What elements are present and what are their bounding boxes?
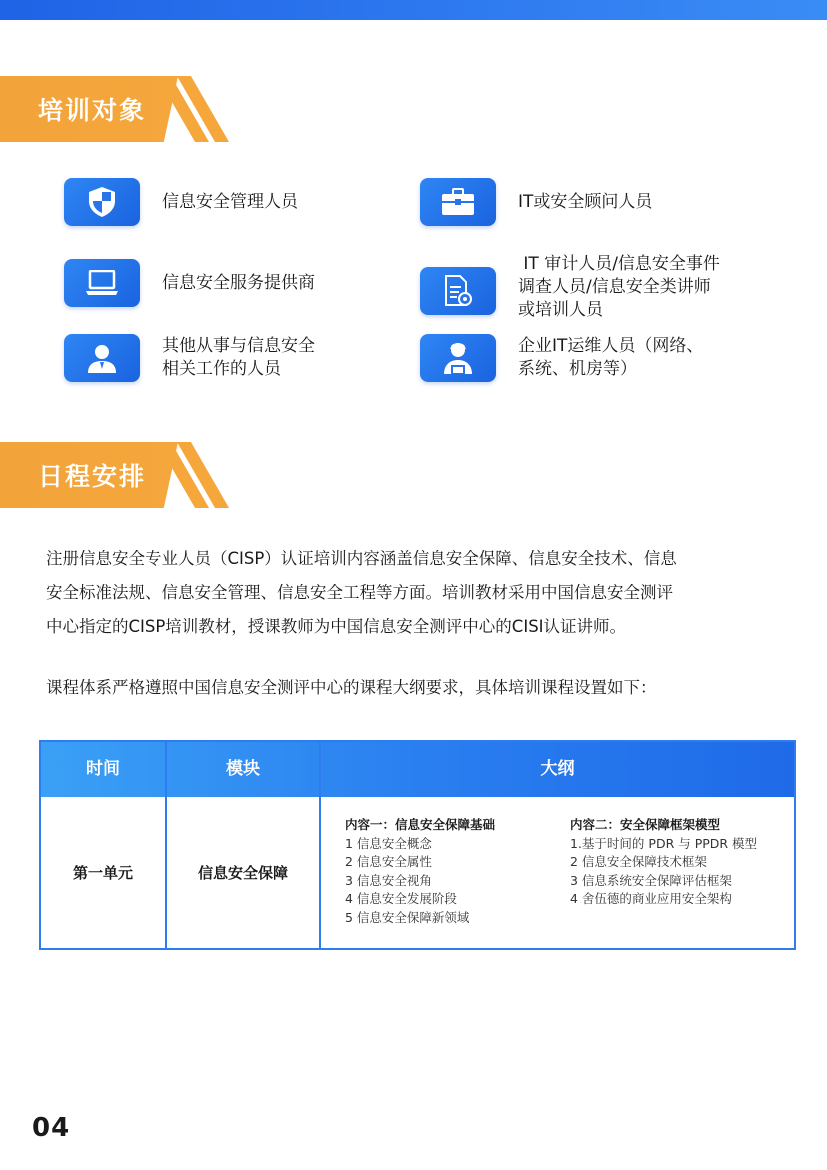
audience-item [420, 334, 703, 382]
outline-item: 1.基于时间的 PDR 与 PPDR 模型 [570, 835, 758, 851]
outline-right [570, 816, 757, 909]
paragraph-line: 注册信息安全专业人员（CISP）认证培训内容涵盖信息安全保障、信息安全技术、信息 [46, 549, 677, 568]
outline-title: 内容二：安全保障框架模型 [570, 817, 721, 832]
worker-laptop-icon [420, 334, 496, 382]
cell-time: 第一单元 [72, 864, 133, 882]
audience-line: 相关工作的人员 [162, 359, 281, 379]
column-divider [319, 742, 321, 948]
outline-item: 2 信息安全属性 [345, 854, 432, 869]
paragraph-line: 课程体系严格遵照中国信息安全测评中心的课程大纲要求，具体培训课程设置如下： [46, 678, 657, 697]
outline-item: 4 舍伍德的商业应用安全架构 [570, 891, 732, 906]
audience-label [518, 253, 720, 322]
audience-label [162, 335, 315, 381]
page-number: 04 [32, 1113, 71, 1143]
header-module: 模块 [226, 759, 260, 779]
outline-item: 1 信息安全概念 [345, 835, 432, 851]
outline-title: 内容一：信息安全保障基础 [345, 817, 496, 832]
header-time: 时间 [86, 759, 120, 779]
outline-item: 5 信息安全保障新领域 [345, 909, 470, 925]
audience-item [420, 254, 720, 322]
section-header-audience [0, 76, 240, 142]
outline-item: 3 信息安全视角 [345, 872, 432, 888]
audience-label [162, 272, 315, 295]
laptop-icon [64, 259, 140, 307]
audience-line: 调查人员/信息安全类讲师 [518, 277, 711, 297]
section-title: 日程安排 [38, 462, 147, 491]
audience-item [64, 259, 315, 307]
outline-item: 3 信息系统安全保障评估框架 [570, 872, 732, 888]
paragraph-line: 安全标准法规、信息安全管理、信息安全工程等方面。培训教材采用中国信息安全测评 [46, 583, 673, 602]
document-gear-icon [420, 267, 496, 315]
briefcase-icon [420, 178, 496, 226]
audience-line: 系统、机房等） [518, 359, 637, 379]
audience-line: 信息安全管理人员 [162, 191, 298, 212]
outline-item: 4 信息安全发展阶段 [345, 891, 457, 906]
section-header-schedule [0, 442, 240, 508]
person-icon [64, 334, 140, 382]
audience-line: 信息安全服务提供商 [162, 272, 315, 293]
audience-item [420, 178, 652, 226]
paragraph-line: 中心指定的CISP培训教材，授课教师为中国信息安全测评中心的CISI认证讲师。 [46, 617, 627, 636]
course-table [39, 740, 796, 950]
course-note [46, 671, 786, 705]
audience-item [64, 178, 298, 226]
section-title: 培训对象 [38, 96, 147, 125]
audience-label [518, 191, 652, 214]
header-outline: 大纲 [540, 759, 575, 779]
audience-line: 其他从事与信息安全 [162, 336, 315, 356]
top-accent-bar [0, 0, 827, 20]
audience-line: 或培训人员 [518, 300, 603, 320]
audience-item [64, 334, 315, 382]
audience-line: 企业IT运维人员（网络、 [518, 336, 704, 356]
audience-label [518, 335, 703, 381]
shield-icon [64, 178, 140, 226]
audience-label [162, 191, 298, 214]
cell-module: 信息安全保障 [197, 864, 288, 882]
audience-line: IT或安全顾问人员 [518, 191, 653, 212]
outline-left [345, 816, 495, 927]
outline-item: 2 信息安全保障技术框架 [570, 854, 707, 869]
audience-line: IT 审计人员/信息安全事件 [518, 254, 720, 274]
intro-paragraph [46, 542, 786, 644]
